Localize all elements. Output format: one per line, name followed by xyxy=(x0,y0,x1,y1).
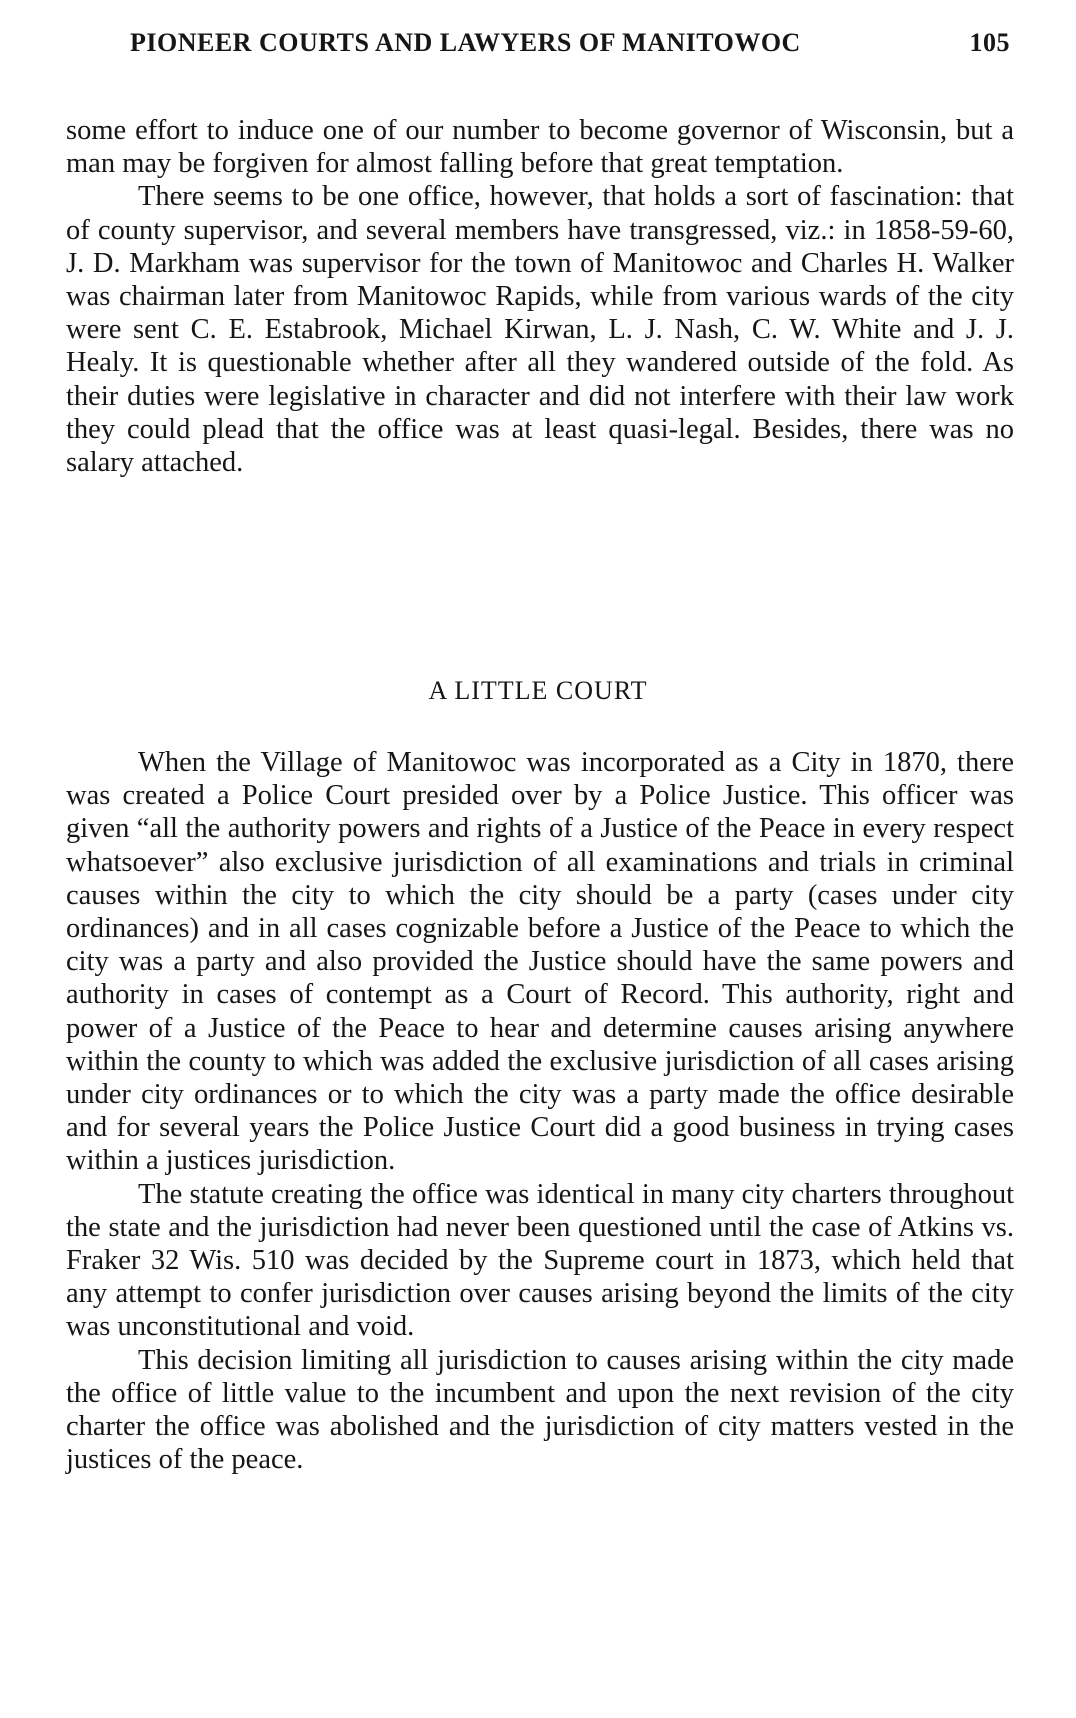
page-number: 105 xyxy=(969,28,1010,57)
running-title: PIONEER COURTS AND LAWYERS OF MANITOWOC xyxy=(130,28,801,57)
text-block-before-heading xyxy=(66,114,1014,479)
section-heading: A LITTLE COURT xyxy=(428,676,648,705)
paragraph-continuation: some effort to induce one of our number to become governor of Wisconsin, but a man may be forgiven for almost falling before that great temptation. xyxy=(66,115,1014,180)
paragraph-decision: This decision limiting all jurisdiction to causes arising within the city made the office of little value to the incumbent and upon the next revision of the city charter the office was abolished and the jurisdiction of city matters vested in the justices of the peace. xyxy=(66,1344,1014,1476)
text-block-after-heading xyxy=(66,746,1014,1476)
paragraph-statute: The statute creating the office was identical in many city charters throughout the state and the jurisdiction had never been questioned until the case of Atkins vs. Fraker 32 Wis. 510 was decided by the Supreme court in 1873, which held that any attempt to confer jurisdiction over causes arising beyond the limits of the city was unconstitutional and void. xyxy=(66,1178,1014,1343)
running-head xyxy=(130,28,1010,64)
paragraph-police-court: When the Village of Manitowoc was incorporated as a City in 1870, there was created a Police Court presided over by a Police Justice. This officer was given “all the authority powers and rights of a Justice of the Peace in every respect whatsoever” also exclusive jurisdiction of all examinations and trials in criminal causes within the city to which the city should be a party (cases under city ordinances) and in all cases cognizable before a Justice of the Peace to which the city was a party and also provided the Justice should have the same powers and authority in cases of contempt as a Court of Record. This authority, right and power of a Justice of the Peace to hear and determine causes arising anywhere within the county to which was added the exclusive jurisdiction of all cases arising under city ordinances or to which the city was a party made the office desirable and for several years the Police Justice Court did a good business in trying cases within a justices jurisdiction. xyxy=(66,747,1014,1177)
paragraph-county-supervisor: There seems to be one office, however, that holds a sort of fascination: that of county supervisor, and several members have transgressed, viz.: in 1858-59-60, J. D. Markham was supervisor for the town of Manitowoc and Charles H. Walker was chairman later from Manitowoc Rapids, while from various wards of the city were sent C. E. Estabrook, Michael Kirwan, L. J. Nash, C. W. White and J. J. Healy. It is questionable whether after all they wandered outside of the fold. As their duties were legislative in character and did not interfere with their law work they could plead that the office was at least quasi-legal. Besides, there was no salary attached. xyxy=(66,181,1014,479)
